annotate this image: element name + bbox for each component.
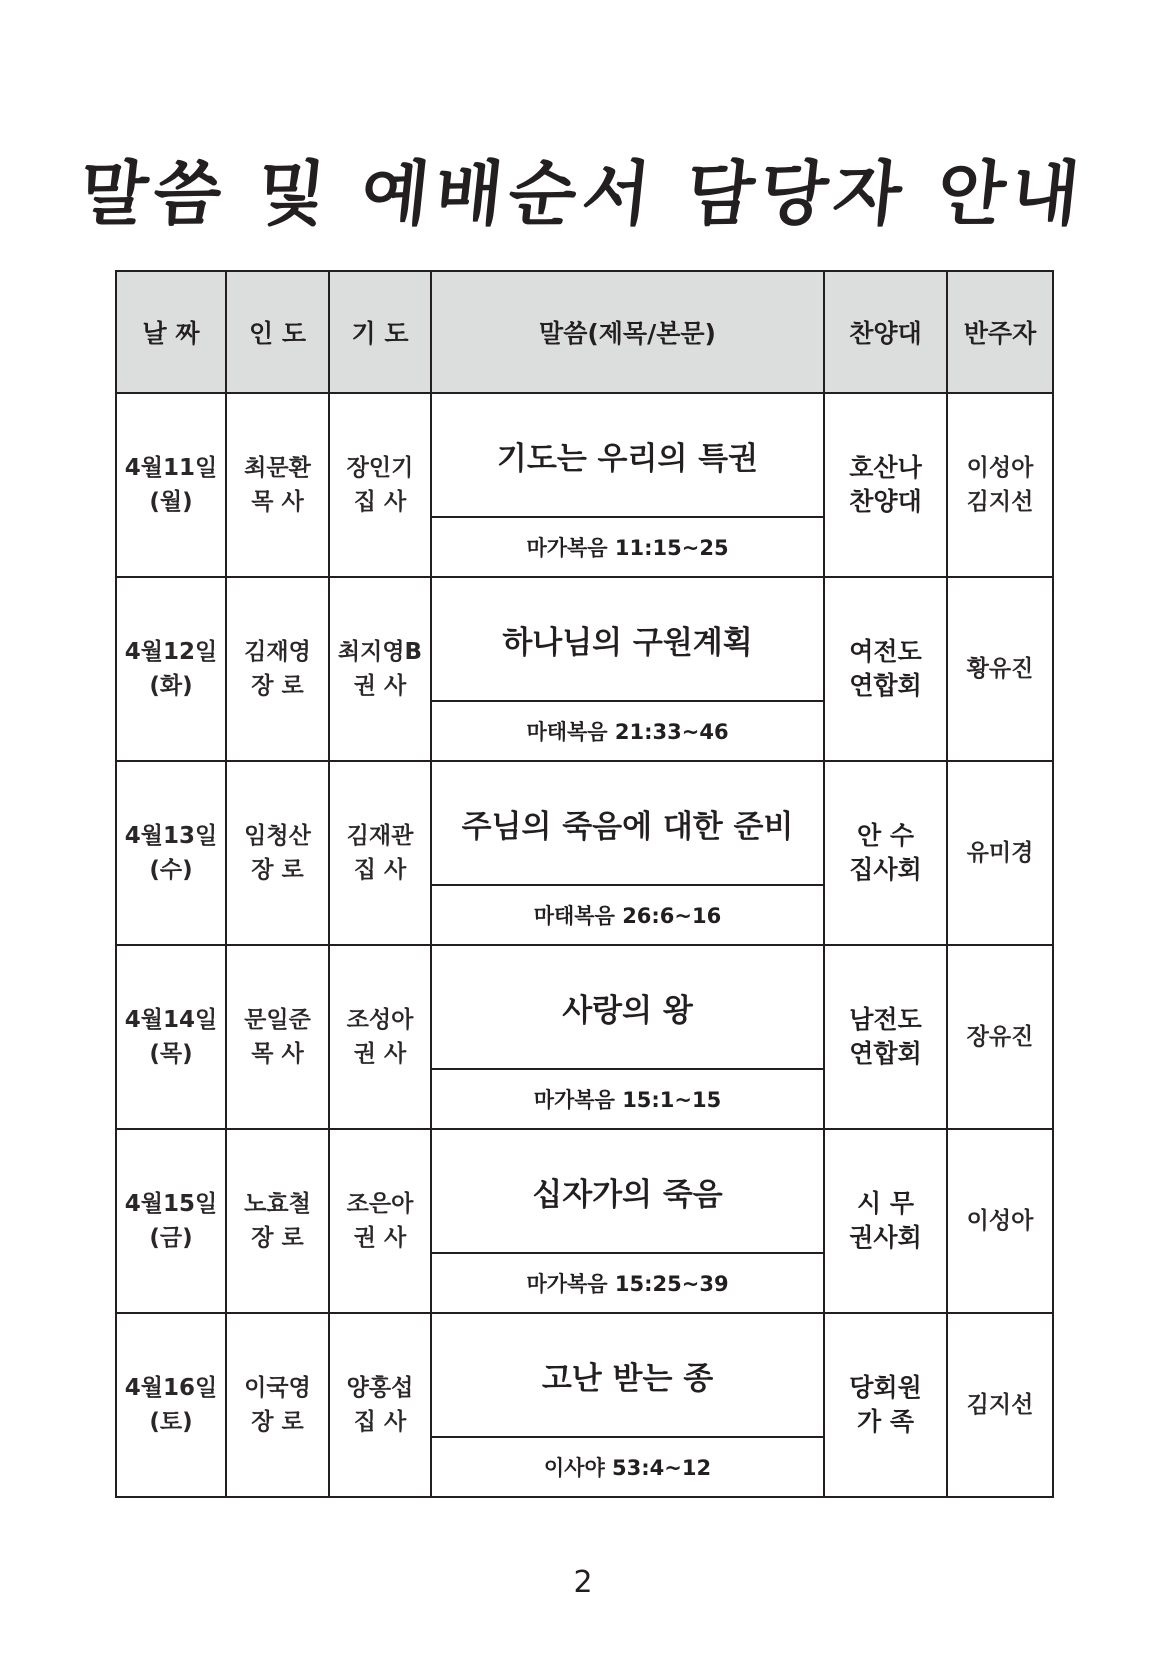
prayer-name: 양홍섭 — [346, 1375, 414, 1401]
sermon-title: 고난 받는 종 — [431, 1313, 824, 1437]
prayer-title: 집 사 — [353, 1409, 407, 1435]
choir-line-1: 호산나 — [849, 453, 922, 482]
date: 4월13일 — [124, 823, 218, 849]
table-row — [116, 761, 1053, 885]
date-cell — [116, 945, 226, 1129]
date: 4월16일 — [124, 1375, 218, 1401]
date-cell — [116, 577, 226, 761]
choir-cell — [824, 1129, 947, 1313]
pianist-line-1: 장유진 — [966, 1024, 1034, 1050]
leader-title: 목 사 — [251, 489, 304, 515]
leader-name: 문일준 — [244, 1007, 311, 1033]
prayer-name: 김재관 — [346, 823, 414, 849]
leader-cell — [226, 577, 329, 761]
prayer-cell — [329, 1129, 431, 1313]
leader-cell — [226, 761, 329, 945]
header-message: 말씀(제목/본문) — [431, 271, 824, 393]
date: 4월12일 — [124, 639, 218, 665]
page-number: 2 — [573, 1565, 593, 1600]
pianist-line-1: 이성아 — [966, 455, 1034, 481]
sermon-title: 주님의 죽음에 대한 준비 — [431, 761, 824, 885]
leader-cell — [226, 393, 329, 577]
pianist-cell — [947, 761, 1053, 945]
header-date: 날 짜 — [116, 271, 226, 393]
sermon-text: 마가복음 11:15~25 — [431, 517, 824, 577]
choir-cell — [824, 393, 947, 577]
table-row — [116, 945, 1053, 1069]
pianist-cell — [947, 1313, 1053, 1497]
prayer-cell — [329, 761, 431, 945]
choir-cell — [824, 761, 947, 945]
leader-title: 장 로 — [251, 673, 304, 699]
sermon-text: 이사야 53:4~12 — [431, 1437, 824, 1497]
sermon-title: 하나님의 구원계획 — [431, 577, 824, 701]
leader-title: 목 사 — [251, 1041, 304, 1067]
date-cell — [116, 1129, 226, 1313]
leader-title: 장 로 — [251, 857, 304, 883]
leader-name: 김재영 — [244, 639, 311, 665]
weekday: (토) — [149, 1409, 193, 1435]
pianist-cell — [947, 945, 1053, 1129]
prayer-cell — [329, 577, 431, 761]
sermon-title: 기도는 우리의 특권 — [431, 393, 824, 517]
prayer-name: 조성아 — [346, 1007, 414, 1033]
sermon-title: 사랑의 왕 — [431, 945, 824, 1069]
pianist-line-1: 유미경 — [966, 840, 1034, 866]
weekday: (금) — [149, 1225, 193, 1251]
prayer-cell — [329, 945, 431, 1129]
date: 4월14일 — [124, 1007, 218, 1033]
pianist-line-1: 황유진 — [966, 656, 1034, 682]
date: 4월15일 — [124, 1191, 218, 1217]
leader-name: 최문환 — [244, 455, 311, 481]
choir-cell — [824, 945, 947, 1129]
weekday: (수) — [149, 857, 193, 883]
leader-name: 노효철 — [244, 1191, 311, 1217]
leader-title: 장 로 — [251, 1409, 304, 1435]
choir-line-2: 연합회 — [849, 671, 922, 700]
choir-line-1: 시 무 — [856, 1189, 914, 1218]
table-row — [116, 1313, 1053, 1437]
date-cell — [116, 393, 226, 577]
pianist-cell — [947, 1129, 1053, 1313]
date-cell — [116, 761, 226, 945]
leader-name: 임청산 — [244, 823, 311, 849]
header-leader: 인 도 — [226, 271, 329, 393]
prayer-name: 최지영B — [337, 639, 423, 665]
leader-title: 장 로 — [251, 1225, 304, 1251]
sermon-text: 마가복음 15:1~15 — [431, 1069, 824, 1129]
table-row — [116, 577, 1053, 701]
header-pianist: 반주자 — [947, 271, 1053, 393]
choir-line-2: 집사회 — [849, 855, 922, 884]
table-header-row — [116, 271, 1053, 393]
choir-line-2: 권사회 — [849, 1223, 922, 1252]
choir-line-2: 가 족 — [856, 1407, 914, 1436]
pianist-cell — [947, 577, 1053, 761]
prayer-title: 권 사 — [353, 1041, 407, 1067]
prayer-name: 장인기 — [346, 455, 414, 481]
pianist-line-2: 김지선 — [966, 489, 1034, 515]
sermon-text: 마태복음 21:33~46 — [431, 701, 824, 761]
schedule-table — [115, 270, 1054, 1498]
prayer-title: 권 사 — [353, 673, 407, 699]
pianist-line-1: 김지선 — [966, 1392, 1034, 1418]
pianist-line-1: 이성아 — [966, 1208, 1034, 1234]
sermon-text: 마가복음 15:25~39 — [431, 1253, 824, 1313]
choir-line-1: 남전도 — [849, 1005, 922, 1034]
prayer-title: 권 사 — [353, 1225, 407, 1251]
leader-cell — [226, 1313, 329, 1497]
weekday: (화) — [149, 673, 193, 699]
choir-cell — [824, 577, 947, 761]
page-title: 말씀 및 예배순서 담당자 안내 — [75, 153, 1090, 235]
choir-line-2: 연합회 — [849, 1039, 922, 1068]
sermon-text: 마태복음 26:6~16 — [431, 885, 824, 945]
table-row — [116, 1129, 1053, 1253]
choir-line-1: 여전도 — [849, 637, 922, 666]
sermon-title: 십자가의 죽음 — [431, 1129, 824, 1253]
weekday: (월) — [149, 489, 193, 515]
date-cell — [116, 1313, 226, 1497]
date: 4월11일 — [124, 455, 218, 481]
choir-cell — [824, 1313, 947, 1497]
prayer-name: 조은아 — [346, 1191, 414, 1217]
leader-name: 이국영 — [244, 1375, 311, 1401]
prayer-title: 집 사 — [353, 857, 407, 883]
header-choir: 찬양대 — [824, 271, 947, 393]
prayer-cell — [329, 1313, 431, 1497]
prayer-cell — [329, 393, 431, 577]
table-row — [116, 393, 1053, 517]
pianist-cell — [947, 393, 1053, 577]
leader-cell — [226, 1129, 329, 1313]
prayer-title: 집 사 — [353, 489, 407, 515]
choir-line-1: 안 수 — [856, 821, 914, 850]
choir-line-1: 당회원 — [849, 1373, 922, 1402]
leader-cell — [226, 945, 329, 1129]
header-prayer: 기 도 — [329, 271, 431, 393]
weekday: (목) — [149, 1041, 193, 1067]
choir-line-2: 찬양대 — [849, 487, 922, 516]
